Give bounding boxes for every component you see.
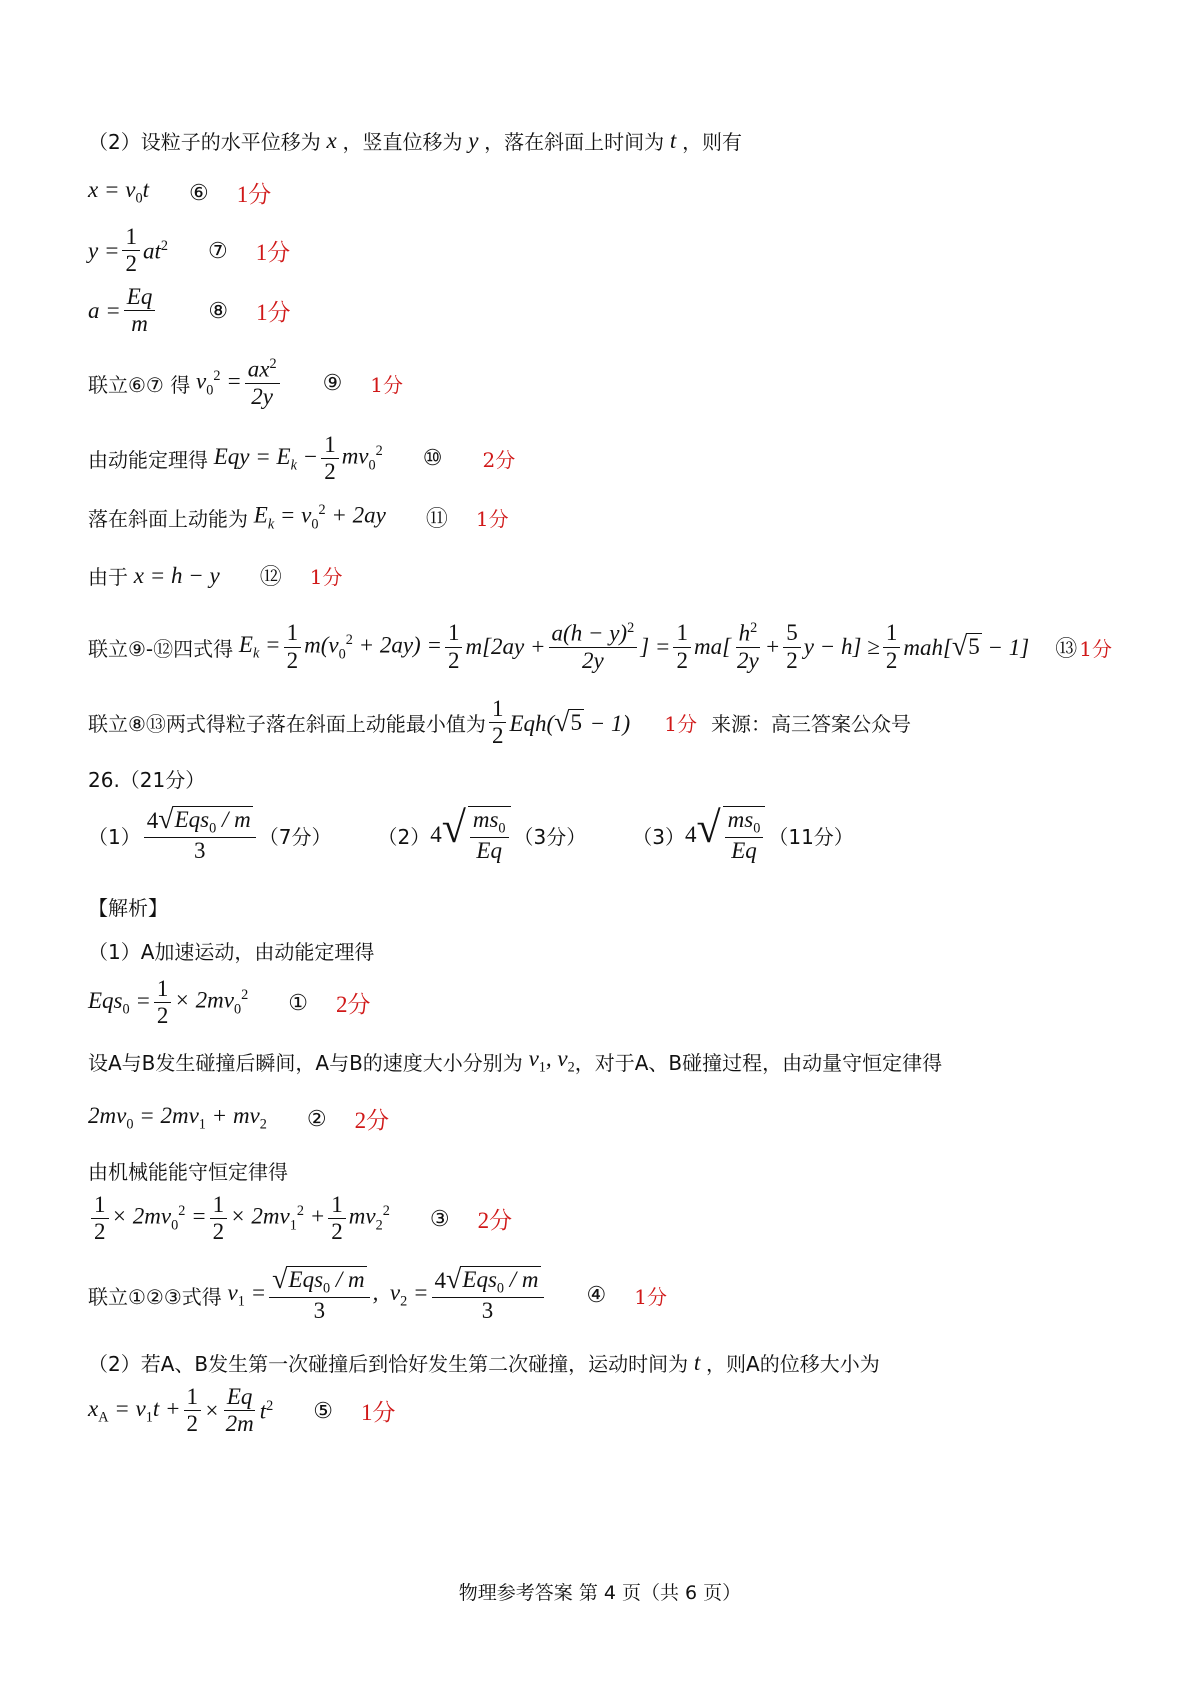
equation-8: a = $\frac{Eq}{m}$ ⑧ 1分 bbox=[88, 284, 291, 337]
source-note: 来源：高三答案公众号 bbox=[710, 712, 911, 737]
score-12: 1分 bbox=[309, 565, 343, 589]
equation-10: 由动能定理得 Eqy = $E_k$ − $\frac{1}{2}$ $mv_0^2$ ⑩ 2分 bbox=[88, 432, 516, 485]
tag-6: ⑥ bbox=[188, 179, 209, 205]
tag-12: ⑫ bbox=[259, 565, 282, 590]
equation-12: 由于 x = h − y ⑫ 1分 bbox=[88, 560, 342, 591]
equation-2: $2mv_0 = 2mv_1 + mv_2$ ② 2分 bbox=[88, 1103, 390, 1133]
equation-1: Eqs$_0$ = $\frac{1}{2}$ × $2mv_0^2$ ① 2分 bbox=[88, 976, 371, 1029]
analysis-heading: 【解析】 bbox=[88, 896, 168, 920]
score-4: 1分 bbox=[634, 1284, 668, 1309]
score-3: 2分 bbox=[477, 1208, 513, 1234]
score-6: 1分 bbox=[236, 182, 272, 207]
tag-5: ⑤ bbox=[313, 1397, 333, 1423]
energy-conservation-intro: 由机械能能守恒定律得 bbox=[88, 1160, 288, 1184]
score-min: 1分 bbox=[664, 712, 697, 737]
score-8: 1分 bbox=[256, 300, 291, 326]
equation-13: 联立⑨-⑫四式得 $E_k$ = $\frac{1}{2}$ $m(v_0^2 + 2ay)$ = $\frac{1}{2}$ m[2ay + $\frac{a(h - y)^2}{2y}$ ] = $\frac{1}{2}$ ma[ $\frac{h^2}{2y}$ + $\frac{5}{2}$ y − h] ≥ $\frac{1}{2}$ mah[ √ 5 − 1] ⑬ 1分 bbox=[88, 620, 1112, 674]
equation-5: $x_A = v_1t$ + $\frac{1}{2}$ × $\frac{Eq}{2m}$ $t^2$ ⑤ 1分 bbox=[88, 1384, 396, 1437]
tag-1: ① bbox=[288, 989, 308, 1015]
tag-3: ③ bbox=[429, 1205, 450, 1231]
score-2: 2分 bbox=[354, 1108, 390, 1133]
tag-13: ⑬ bbox=[1055, 636, 1078, 662]
page-footer: 物理参考答案 第 4 页（共 6 页） bbox=[458, 1582, 742, 1604]
tag-11: ⑪ bbox=[425, 507, 448, 533]
equation-3: $\frac{1}{2}$ × $2mv_0^2$ = $\frac{1}{2}$ × $2mv_1^2$ + $\frac{1}{2}$ $mv_2^2$ ③ 2分 bbox=[88, 1192, 512, 1246]
collision-intro: 设A与B发生碰撞后瞬间，A与B的速度大小分别为 $v_1$, $v_2$ ，对于A、B碰撞过程，由动量守恒定律得 bbox=[88, 1046, 943, 1076]
score-11: 1分 bbox=[475, 507, 509, 532]
equation-6: $x = v_0t$ ⑥ 1分 bbox=[88, 177, 272, 207]
equation-11: 落在斜面上动能为 $E_k = v_0^2 + 2ay$ ⑪ 1分 bbox=[88, 502, 509, 533]
score-10: 2分 bbox=[482, 448, 516, 473]
tag-9: ⑨ bbox=[322, 370, 343, 396]
part2-intro-line: （2）设粒子的水平位移为 x ，竖直位移为 y ，落在斜面上时间为 t ，则有 bbox=[88, 127, 743, 154]
equation-9: 联立⑥⑦ 得 $v_0^2$ = $\frac{ax^2}{2y}$ ⑨ 1分 bbox=[88, 356, 404, 410]
question-26-title: 26.（21分） bbox=[88, 768, 206, 792]
min-kinetic-energy-line: 联立⑧⑬两式得粒子落在斜面上动能最小值为 $\frac{1}{2}$ Eqh( √ 5 − 1) 1分 来源：高三答案公众号 bbox=[88, 696, 911, 749]
tag-10: ⑩ bbox=[422, 446, 443, 472]
tag-2: ② bbox=[306, 1105, 327, 1131]
tag-4: ④ bbox=[586, 1282, 607, 1308]
tag-8: ⑧ bbox=[208, 297, 229, 323]
score-7: 1分 bbox=[255, 240, 291, 266]
q2-intro: （2）若A、B发生第一次碰撞后到恰好发生第二次碰撞，运动时间为 t ，则A的位移大小为 bbox=[88, 1349, 880, 1376]
score-1: 2分 bbox=[335, 992, 371, 1018]
tag-7: ⑦ bbox=[208, 237, 228, 263]
score-13: 1分 bbox=[1079, 636, 1112, 661]
answers-summary: （1） 4 √ Eqs$_0$ / m 3 （7分） （2） 4 √ $\frac{ms_0}{Eq}$ （3分） （3） 4 √ $\frac{ms_0}{Eq}$ （11分） bbox=[88, 803, 854, 863]
q1-intro: （1）A加速运动，由动能定理得 bbox=[88, 940, 375, 964]
score-9: 1分 bbox=[370, 372, 404, 397]
equation-4: 联立①②③式得 $v_1$ = √ Eqs$_0$ / m 3 , $v_2$ = 4 √ Eqs$_0$ / m 3 ④ 1分 bbox=[88, 1264, 668, 1323]
equation-7: y = $\frac{1}{2}$ $at^2$ ⑦ 1分 bbox=[88, 224, 291, 277]
score-5: 1分 bbox=[360, 1400, 396, 1426]
